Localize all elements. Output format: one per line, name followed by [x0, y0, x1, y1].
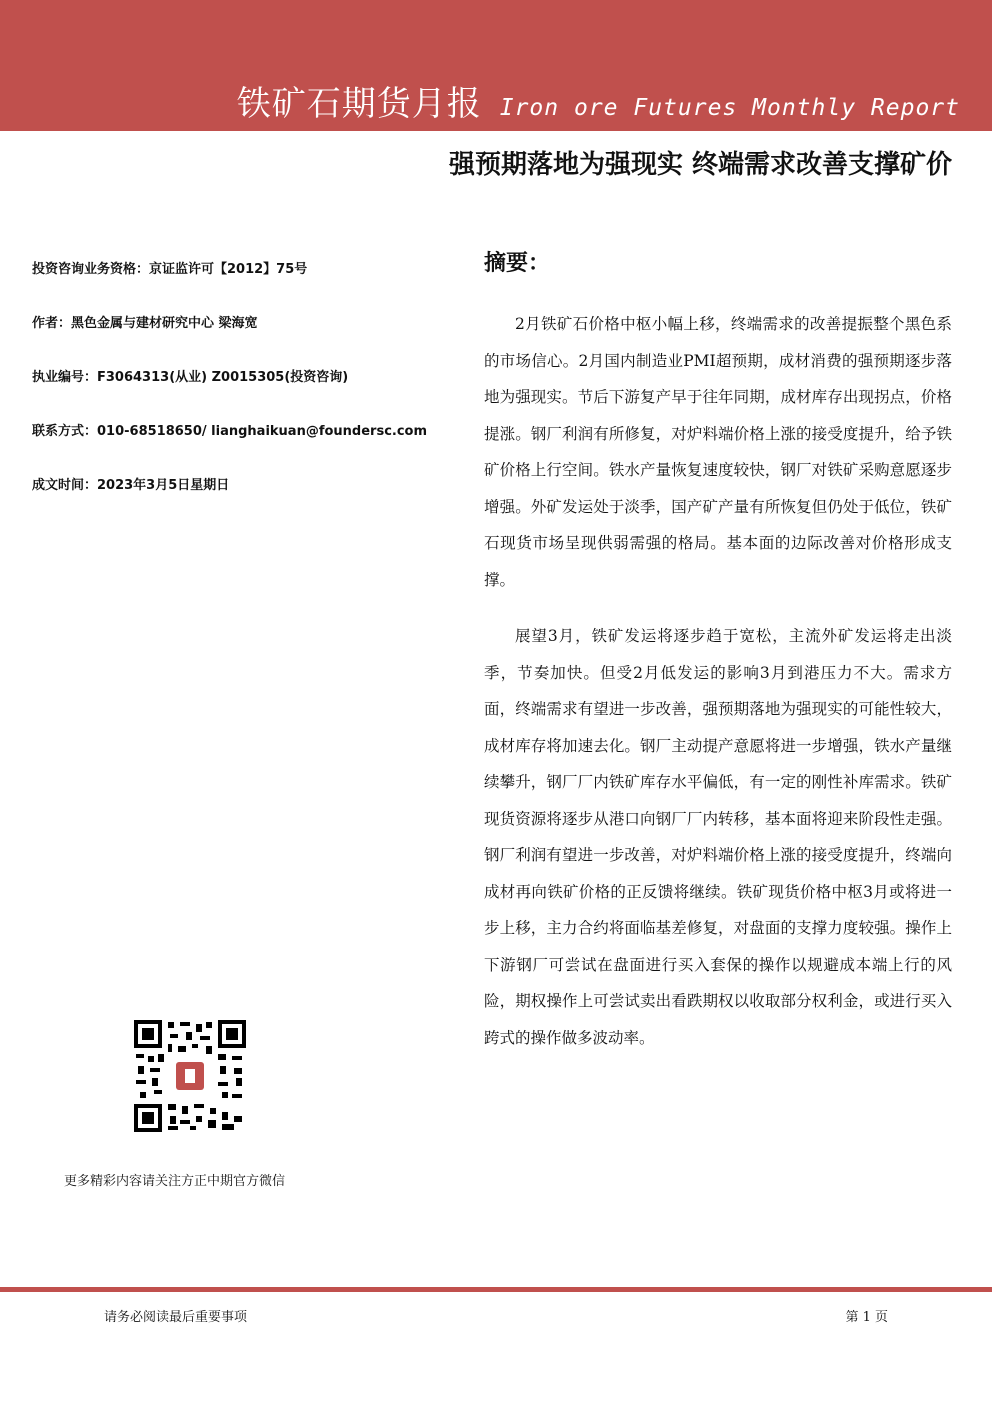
meta-license: 投资咨询业务资格：京证监许可【2012】75号 — [32, 262, 308, 277]
summary-paragraph: 展望3月，铁矿发运将逐步趋于宽松，主流外矿发运将走出淡季，节奏加快。但受2月低发运的影响3月到港压力不大。需求方面，终端需求有望进一步改善，强预期落地为强现实的可能性较大，成材库存将加速去化。钢厂主动提产意愿将进一步增强，铁水产量继续攀升，钢厂厂内铁矿库存水平偏低，有一定的刚性补库需求。铁矿现货资源将逐步从港口向钢厂厂内转移，基本面将迎来阶段性走强。钢厂利润有望进一步改善，对炉料端价格上涨的接受度提升，终端向成材再向铁矿价格的正反馈将继续。铁矿现货价格中枢3月或将进一步上移，主力合约将面临基差修复，对盘面的支撑力度较强。操作上下游钢厂可尝试在盘面进行买入套保的操作以规避成本端上行的风险，期权操作上可尝试卖出看跌期权以收取部分权利金，或进行买入跨式的操作做多波动率。 — [484, 627, 952, 1047]
report-subtitle: 强预期落地为强现实 终端需求改善支撑矿价 — [448, 150, 952, 180]
report-title-cn: 铁矿石期货月报 — [236, 84, 482, 124]
footer-divider — [0, 1287, 992, 1292]
meta-license-no: 执业编号：F3064313(从业) Z0015305(投资咨询) — [32, 370, 349, 385]
header-divider — [0, 128, 992, 131]
summary-heading: 摘要： — [484, 251, 551, 276]
report-title — [237, 76, 960, 125]
page-number: 第 1 页 — [845, 1310, 888, 1325]
report-title-en: Iron ore Futures Monthly Report — [499, 95, 960, 121]
footer-notice: 请务必阅读最后重要事项 — [104, 1310, 248, 1325]
header-banner — [0, 0, 992, 128]
meta-contact: 联系方式：010-68518650/ lianghaikuan@foundersc.com — [32, 424, 428, 439]
summary-paragraph: 2月铁矿石价格中枢小幅上移，终端需求的改善提振整个黑色系的市场信心。2月国内制造业PMI超预期，成材消费的强预期逐步落地为强现实。节后下游复产早于往年同期，成材库存出现拐点，价格提涨。钢厂利润有所修复，对炉料端价格上涨的接受度提升，给予铁矿价格上行空间。铁水产量恢复速度较快，钢厂对铁矿采购意愿逐步增强。外矿发运处于淡季，国产矿产量有所恢复但仍处于低位，铁矿石现货市场呈现供弱需强的格局。基本面的边际改善对价格形成支撑。 — [484, 315, 952, 589]
meta-author: 作者：黑色金属与建材研究中心 梁海宽 — [32, 316, 258, 331]
qr-caption: 更多精彩内容请关注方正中期官方微信 — [64, 1174, 286, 1189]
meta-date: 成文时间：2023年3月5日星期日 — [32, 478, 230, 493]
summary-body — [484, 306, 952, 1076]
report-meta — [32, 258, 432, 528]
qr-code-icon — [134, 1020, 246, 1132]
